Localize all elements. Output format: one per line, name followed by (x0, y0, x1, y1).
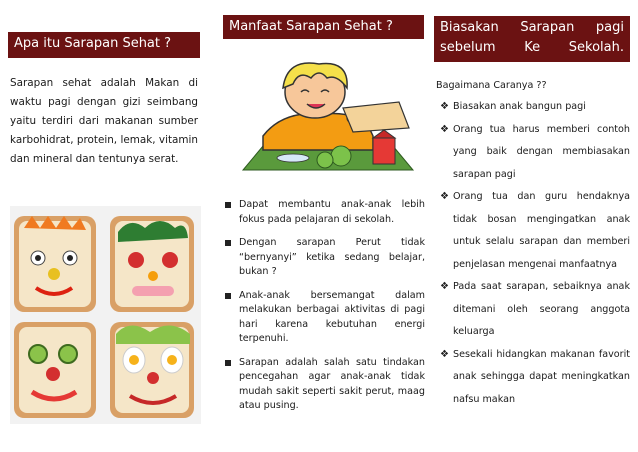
right-column (426, 0, 638, 452)
tip-text: Sesekali hidangkan makanan favorit anak sehingga dapat meningkatkan nafsu makan (453, 348, 630, 405)
benefit-text: Dengan sarapan Perut tidak “bernyanyi” ketika sedang belajar, bukan ? (239, 237, 425, 277)
diamond-bullet-icon: ❖ (440, 281, 449, 292)
benefit-text: Sarapan adalah salah satu tindakan pencegahan agar anak-anak tidak mudah sakit seperti sakit perut, maag atau pusing. (239, 356, 425, 411)
benefit-item (225, 289, 425, 347)
tip-item (440, 186, 630, 276)
benefit-item (225, 356, 425, 414)
tip-text: Orang tua harus memberi contoh yang baik dengan membiasakan sarapan pagi (453, 123, 630, 180)
square-bullet-icon (225, 240, 231, 246)
food-faces-photo (10, 206, 201, 424)
left-paragraph: Sarapan sehat adalah Makan di waktu pagi dengan gizi seimbang yaitu terdiri dari makanan sumber karbohidrat, protein, lemak, vitamin dan mineral dan tentunya serat. (10, 77, 198, 165)
square-bullet-icon (225, 202, 231, 208)
square-bullet-icon (225, 360, 231, 366)
tip-item (440, 119, 630, 187)
tip-item (440, 276, 630, 344)
tips-list (440, 96, 630, 411)
tip-text: Orang tua dan guru hendaknya tidak bosan mengingatkan anak untuk selalu sarapan dan memberi penjelasan mengenai manfaatnya (453, 191, 630, 270)
kid-eating-illustration (223, 58, 423, 178)
benefit-item (225, 198, 425, 227)
left-heading: Apa itu Sarapan Sehat ? (8, 32, 200, 58)
middle-column (213, 0, 426, 452)
right-heading: Biasakan Sarapan pagi sebelum Ke Sekolah. (434, 16, 630, 62)
diamond-bullet-icon: ❖ (440, 348, 449, 360)
benefit-text: Dapat membantu anak-anak lebih fokus pada pelajaran di sekolah. (239, 199, 425, 225)
right-subheading: Bagaimana Caranya ?? (436, 80, 547, 91)
diamond-bullet-icon: ❖ (440, 123, 449, 135)
tip-item (440, 96, 630, 119)
left-column (0, 0, 213, 452)
benefit-item (225, 236, 425, 280)
diamond-bullet-icon: ❖ (440, 101, 449, 112)
middle-heading: Manfaat Sarapan Sehat ? (223, 15, 424, 39)
tip-item (440, 344, 630, 412)
benefits-list (225, 198, 425, 423)
tip-text: Biasakan anak bangun pagi (453, 101, 586, 112)
tip-text: Pada saat sarapan, sebaiknya anak ditemani oleh seorang anggota keluarga (453, 281, 630, 337)
benefit-text: Anak-anak bersemangat dalam melakukan berbagai aktivitas di pagi hari karena kebutuhan energi terpenuhi. (239, 289, 425, 344)
diamond-bullet-icon: ❖ (440, 191, 449, 202)
square-bullet-icon (225, 293, 231, 299)
